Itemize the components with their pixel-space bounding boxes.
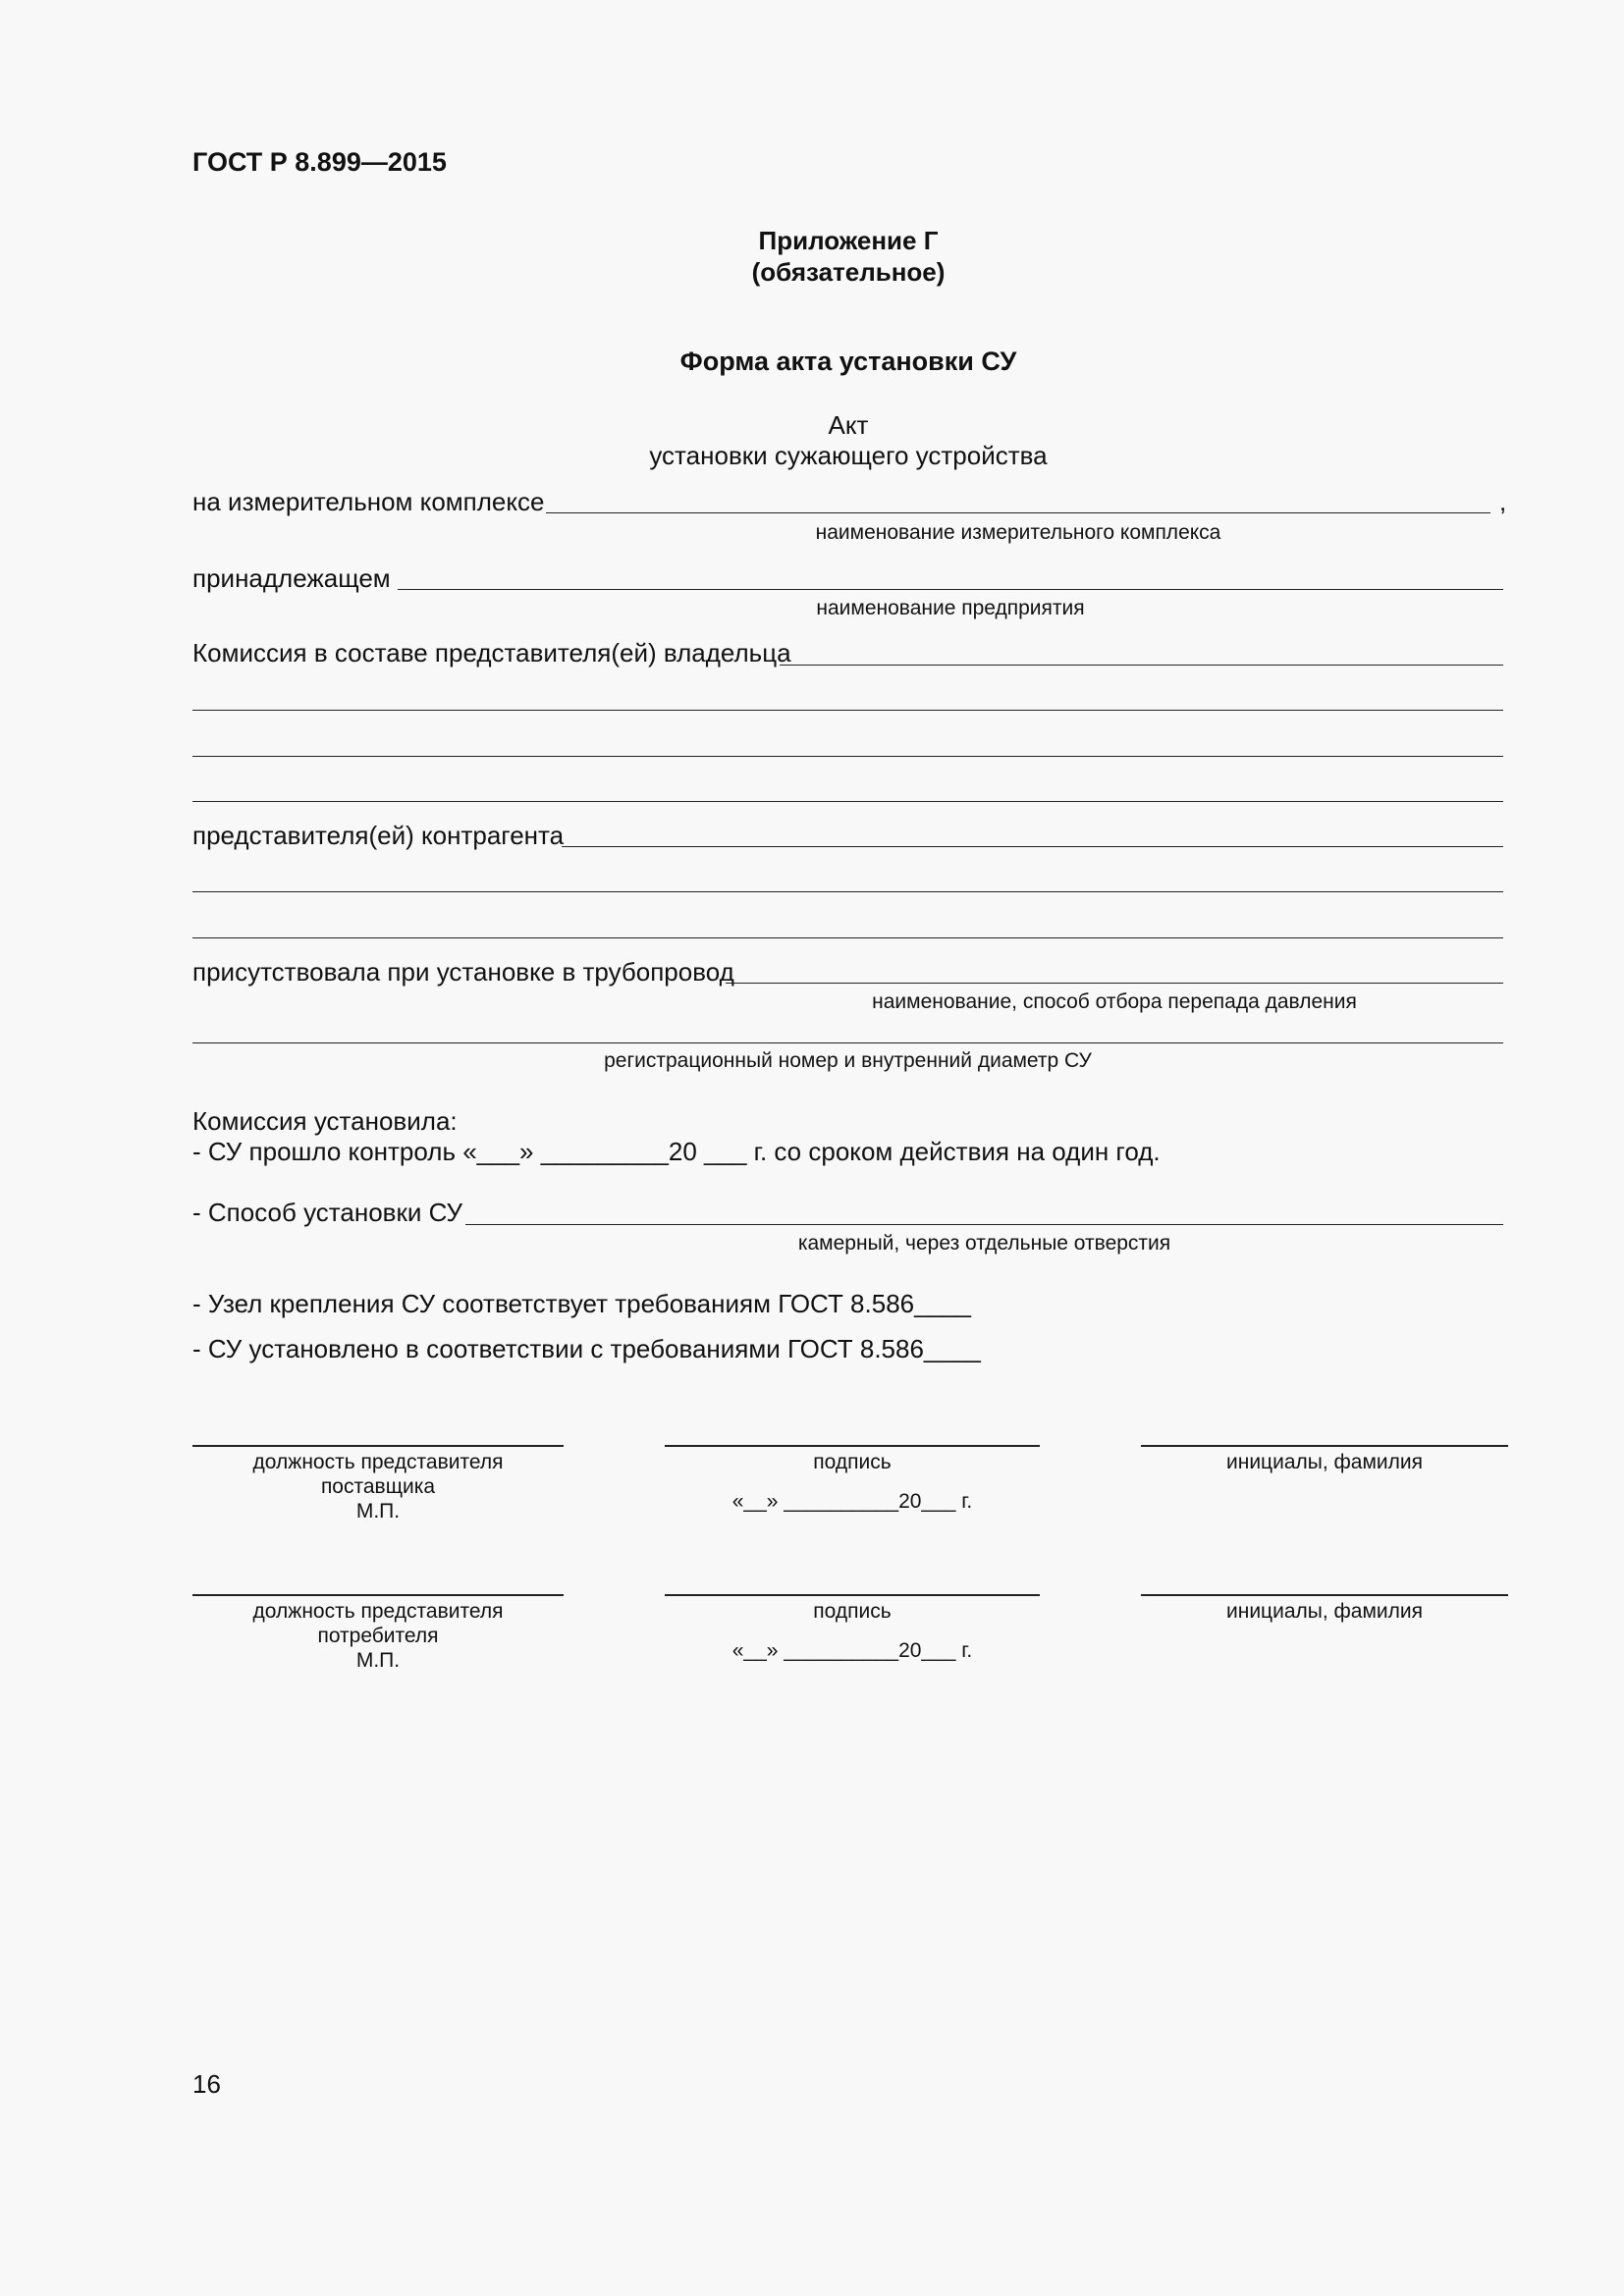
appendix-title: Приложение Г [758, 226, 939, 255]
act-title: Акт [828, 410, 869, 440]
consumer-position-caption: должность представителя [252, 1600, 504, 1623]
mount-line: - Узел крепления СУ соответствует требованиям ГОСТ 8.586____ [192, 1289, 971, 1318]
document-code: ГОСТ Р 8.899—2015 [192, 147, 447, 177]
form-title: Форма акта установки СУ [679, 347, 1017, 376]
supplier-name-caption: инициалы, фамилия [1226, 1451, 1423, 1473]
complex-comma: , [1499, 487, 1507, 516]
consumer-stamp: М.П. [355, 1649, 401, 1672]
consumer-name-caption: инициалы, фамилия [1226, 1600, 1423, 1623]
supplier-position-caption: должность представителя [252, 1451, 504, 1473]
consumer-name-field[interactable] [1141, 1594, 1508, 1596]
installed-label: присутствовала при установке в трубопровод [192, 957, 734, 987]
complex-label: на измерительном комплексе [192, 487, 545, 516]
installed-field[interactable] [726, 983, 1503, 984]
supplier-name-field[interactable] [1141, 1445, 1508, 1447]
commission-field-line[interactable] [192, 801, 1503, 802]
reg-caption: регистрационный номер и внутренний диаметр СУ [604, 1049, 1092, 1072]
supplier-stamp: М.П. [355, 1500, 401, 1522]
owner-caption: наименование предприятия [816, 597, 1085, 619]
method-label: - Способ установки СУ [192, 1198, 463, 1227]
commission-label: Комиссия в составе представителя(ей) владельца [192, 638, 791, 667]
supplier-signature-caption: подпись [813, 1451, 892, 1473]
consumer-date-line: «__» __________20___ г. [731, 1639, 973, 1662]
installed-caption: наименование, способ отбора перепада давления [872, 990, 1357, 1013]
supplier-role-caption: поставщика [320, 1475, 436, 1498]
act-subtitle: установки сужающего устройства [649, 441, 1048, 470]
consumer-role-caption: потребителя [317, 1625, 439, 1647]
reg-field[interactable] [192, 1042, 1503, 1043]
consumer-position-field[interactable] [192, 1594, 564, 1596]
owner-label: принадлежащем [192, 563, 391, 593]
complex-name-field[interactable] [546, 512, 1490, 513]
supplier-date-line: «__» __________20___ г. [731, 1490, 973, 1513]
contractor-field[interactable] [562, 846, 1503, 847]
findings-heading: Комиссия установила: [192, 1106, 458, 1136]
commission-field-line[interactable] [192, 710, 1503, 711]
owner-field[interactable] [398, 589, 1503, 590]
complex-caption: наименование измерительного комплекса [815, 521, 1221, 544]
consumer-signature-caption: подпись [813, 1600, 892, 1623]
supplier-position-field[interactable] [192, 1445, 564, 1447]
method-caption: камерный, через отдельные отверстия [797, 1232, 1171, 1255]
page-number: 16 [192, 2069, 221, 2099]
commission-field[interactable] [780, 665, 1503, 666]
install-line: - СУ установлено в соответствии с требованиями ГОСТ 8.586____ [192, 1334, 981, 1363]
method-field[interactable] [465, 1224, 1503, 1225]
commission-field-line[interactable] [192, 756, 1503, 757]
contractor-field-line[interactable] [192, 891, 1503, 892]
contractor-label: представителя(ей) контрагента [192, 821, 565, 850]
supplier-signature-field[interactable] [665, 1445, 1040, 1447]
consumer-signature-field[interactable] [665, 1594, 1040, 1596]
control-line: - СУ прошло контроль «___» _________20 ___ г. со сроком действия на один год. [192, 1137, 1161, 1166]
appendix-status: (обязательное) [751, 257, 946, 287]
contractor-field-line[interactable] [192, 937, 1503, 938]
